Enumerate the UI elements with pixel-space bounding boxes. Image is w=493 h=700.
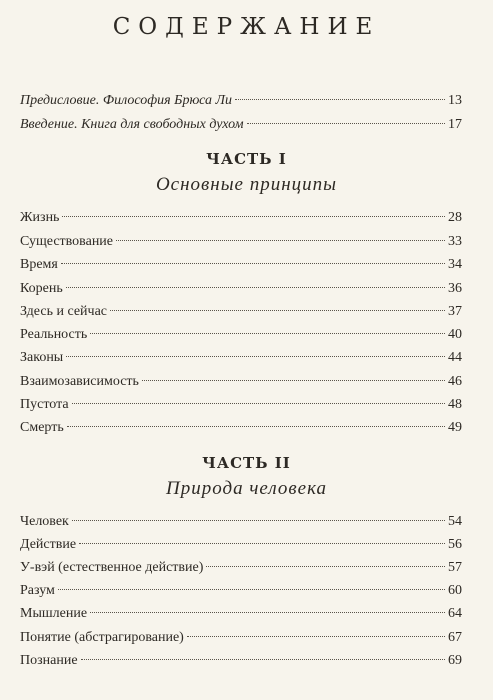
dot-leader xyxy=(79,543,445,544)
toc-entry[interactable] xyxy=(20,208,462,228)
toc-entry[interactable] xyxy=(20,512,462,532)
dot-leader xyxy=(116,240,445,241)
toc-entry[interactable] xyxy=(20,581,462,601)
dot-leader xyxy=(58,589,445,590)
toc-entry-page: 44 xyxy=(448,350,462,365)
part-1-subtitle: Основные принципы xyxy=(155,174,338,195)
toc-entry[interactable] xyxy=(20,255,462,275)
toc-entry-label: Введение. Книга для свободных духом xyxy=(20,117,244,132)
toc-entry[interactable] xyxy=(20,232,462,252)
dot-leader xyxy=(72,403,445,404)
dot-leader xyxy=(66,287,445,288)
toc-entry-label: Здесь и сейчас xyxy=(20,304,108,319)
toc-entry-page: 13 xyxy=(448,93,462,108)
toc-entry-label: Взаимозависимость xyxy=(20,374,139,389)
dot-leader xyxy=(62,216,445,217)
dot-leader xyxy=(206,566,445,567)
toc-entry-label: У-вэй (естественное действие) xyxy=(20,560,204,575)
toc-entry[interactable] xyxy=(20,372,462,392)
toc-entry[interactable] xyxy=(20,558,462,578)
part-2-subtitle: Природа человека xyxy=(166,478,327,499)
toc-entry[interactable] xyxy=(20,395,462,415)
toc-entry-label: Существование xyxy=(20,234,114,249)
dot-leader xyxy=(142,380,445,381)
toc-entry-label: Время xyxy=(20,257,58,272)
dot-leader xyxy=(235,99,445,100)
toc-entry-label: Жизнь xyxy=(20,210,60,225)
page-title: СОДЕРЖАНИЕ xyxy=(112,14,381,40)
toc-entry-label: Разум xyxy=(20,583,55,598)
toc-entry-page: 48 xyxy=(448,397,462,412)
toc-entry-page: 60 xyxy=(448,583,462,598)
toc-entry-label: Реальность xyxy=(20,327,88,342)
toc-entry-page: 54 xyxy=(448,514,462,529)
toc-entry-page: 49 xyxy=(448,420,462,435)
dot-leader xyxy=(247,123,445,124)
toc-entry-label: Предисловие. Философия Брюса Ли xyxy=(20,93,232,108)
toc-entry[interactable] xyxy=(20,535,462,555)
toc-entry[interactable] xyxy=(20,418,462,438)
toc-entry-label: Мышление xyxy=(20,606,88,621)
dot-leader xyxy=(72,520,445,521)
toc-entry[interactable] xyxy=(20,628,462,648)
toc-entry-label: Человек xyxy=(20,514,69,529)
dot-leader xyxy=(90,333,445,334)
toc-entry-label: Пустота xyxy=(20,397,69,412)
toc-entry-page: 56 xyxy=(448,537,462,552)
part-2-heading: ЧАСТЬ II xyxy=(202,454,291,472)
dot-leader xyxy=(81,659,445,660)
toc-entry-page: 33 xyxy=(448,234,462,249)
toc-entry-label: Смерть xyxy=(20,420,64,435)
toc-entry-page: 57 xyxy=(448,560,462,575)
toc-entry-page: 36 xyxy=(448,281,462,296)
toc-entry-page: 17 xyxy=(448,117,462,132)
toc-entry-page: 46 xyxy=(448,374,462,389)
toc-entry-page: 67 xyxy=(448,630,462,645)
dot-leader xyxy=(110,310,445,311)
dot-leader xyxy=(90,612,445,613)
dot-leader xyxy=(67,426,445,427)
toc-entry-page: 64 xyxy=(448,606,462,621)
toc-entry-page: 69 xyxy=(448,653,462,668)
toc-entry-introduction[interactable] xyxy=(20,115,462,135)
toc-entry[interactable] xyxy=(20,325,462,345)
toc-entry-label: Познание xyxy=(20,653,78,668)
toc-entry-label: Понятие (абстрагирование) xyxy=(20,630,184,645)
dot-leader xyxy=(187,636,445,637)
toc-entry-page: 28 xyxy=(448,210,462,225)
toc-entry[interactable] xyxy=(20,651,462,671)
dot-leader xyxy=(66,356,445,357)
part-1-heading: ЧАСТЬ I xyxy=(206,150,287,168)
toc-entry-label: Законы xyxy=(20,350,64,365)
toc-entry[interactable] xyxy=(20,348,462,368)
toc-entry-page: 37 xyxy=(448,304,462,319)
toc-entry[interactable] xyxy=(20,604,462,624)
toc-entry[interactable] xyxy=(20,302,462,322)
toc-entry-label: Корень xyxy=(20,281,63,296)
toc-entry-label: Действие xyxy=(20,537,77,552)
dot-leader xyxy=(61,263,445,264)
toc-entry-page: 40 xyxy=(448,327,462,342)
toc-entry[interactable] xyxy=(20,279,462,299)
toc-entry-page: 34 xyxy=(448,257,462,272)
toc-entry-preface[interactable] xyxy=(20,91,462,111)
